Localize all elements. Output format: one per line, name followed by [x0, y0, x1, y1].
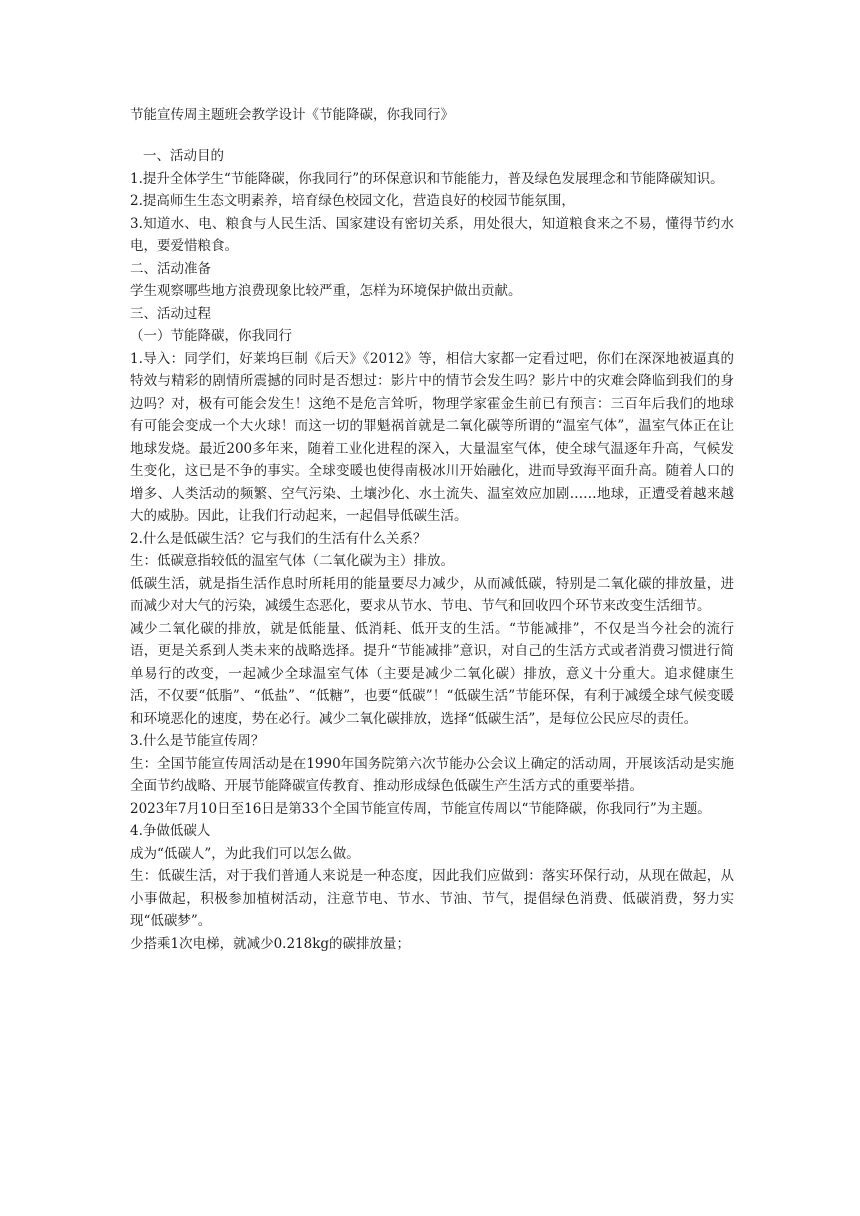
paragraph: 生：低碳意指较低的温室气体（二氧化碳为主）排放。	[130, 553, 454, 569]
paragraph: 生：全国节能宣传周活动是在1990年国务院第六次节能办公会议上确定的活动周，开展该活动是实施全面节约战略、开展节能降碳宣传教育、推动形成绿色低碳生产生活方式的重要举措。	[130, 755, 734, 794]
paragraph: 低碳生活，就是指生活作息时所耗用的能量要尽力减少，从而减低碳，特别是二氧化碳的排放量，进而减少对大气的污染，减缓生态恶化，要求从节水、节电、节气和回收四个环节来改变生活细节。	[130, 575, 734, 614]
paragraph: 3.什么是节能宣传周？	[130, 733, 265, 749]
document-body	[130, 145, 734, 955]
document-title: 节能宣传周主题班会教学设计《节能降碳，你我同行》	[130, 107, 454, 123]
paragraph: 成为“低碳人”，为此我们可以怎么做。	[130, 845, 360, 862]
paragraph: 减少二氧化碳的排放，就是低能量、低消耗、低开支的生活。“节能减排”，不仅是当今社会的流行语，更是关系到人类未来的战略选择。提升“节能减排”意识，对自己的生活方式或者消费习惯进行简单易行的改变，一起减少全球温室气体（主要是减少二氧化碳）排放，意义十分重大。追求健康生活，不仅要“低脂”、“低盐”、“低糖”，也要“低碳”！“低碳生活”节能环保，有利于减缓全球气候变暖和环境恶化的速度，势在必行。减少二氧化碳排放，选择“低碳生活”，是每位公民应尽的责任。	[130, 620, 734, 727]
paragraph: 一、活动目的	[143, 148, 224, 164]
paragraph: 学生观察哪些地方浪费现象比较严重，怎样为环境保护做出贡献。	[130, 283, 522, 299]
paragraph: 2.提高师生生态文明素养，培育绿色校园文化，营造良好的校园节能氛围，	[130, 193, 575, 209]
paragraph: 1.导入：同学们，好莱坞巨制《后天》《2012》等，相信大家都一定看过吧，你们在深深地被逼真的特效与精彩的剧情所震撼的同时是否想过：影片中的情节会发生吗？影片中的灾难会降临到我们的身边吗？对，极有可能会发生！这绝不是危言耸听，物理学家霍金生前已有预言：三百年后我们的地球有可能会变成一个大火球！而这一切的罪魁祸首就是二氧化碳等所谓的“温室气体”，温室气体正在让地球发烧。最近200多年来，随着工业化进程的深入，大量温室气体，使全球气温逐年升高，气候发生变化，这已是不争的事实。全球变暖也使得南极冰川开始融化，进而导致海平面升高。随着人口的增多、人类活动的频繁、空气污染、土壤沙化、水土流失、温室效应加剧……地球，正遭受着越来越大的威胁。因此，让我们行动起来，一起倡导低碳生活。	[130, 350, 734, 524]
paragraph: （一）节能降碳，你我同行	[130, 328, 292, 344]
paragraph: 二、活动准备	[130, 260, 211, 277]
paragraph: 2023年7月10日至16日是第33个全国节能宣传周，节能宣传周以“节能降碳，你我同行”为主题。	[130, 800, 711, 817]
paragraph: 3.知道水、电、粮食与人民生活、国家建设有密切关系，用处很大，知道粮食来之不易，懂得节约水电，要爱惜粮食。	[130, 215, 734, 254]
paragraph: 2.什么是低碳生活？它与我们的生活有什么关系？	[130, 530, 427, 547]
paragraph: 三、活动过程	[130, 305, 211, 322]
paragraph: 少搭乘1次电梯，就减少0.218kg的碳排放量；	[130, 935, 411, 952]
paragraph: 生：低碳生活，对于我们普通人来说是一种态度，因此我们应做到：落实环保行动，从现在做起，从小事做起，积极参加植树活动，注意节电、节水、节油、节气，提倡绿色消费、低碳消费，努力实现“低碳梦”。	[130, 868, 734, 929]
document-page	[130, 104, 734, 955]
paragraph: 4.争做低碳人	[130, 823, 211, 839]
paragraph: 1.提升全体学生“节能降碳，你我同行”的环保意识和节能能力，普及绿色发展理念和节能降碳知识。	[130, 170, 724, 187]
